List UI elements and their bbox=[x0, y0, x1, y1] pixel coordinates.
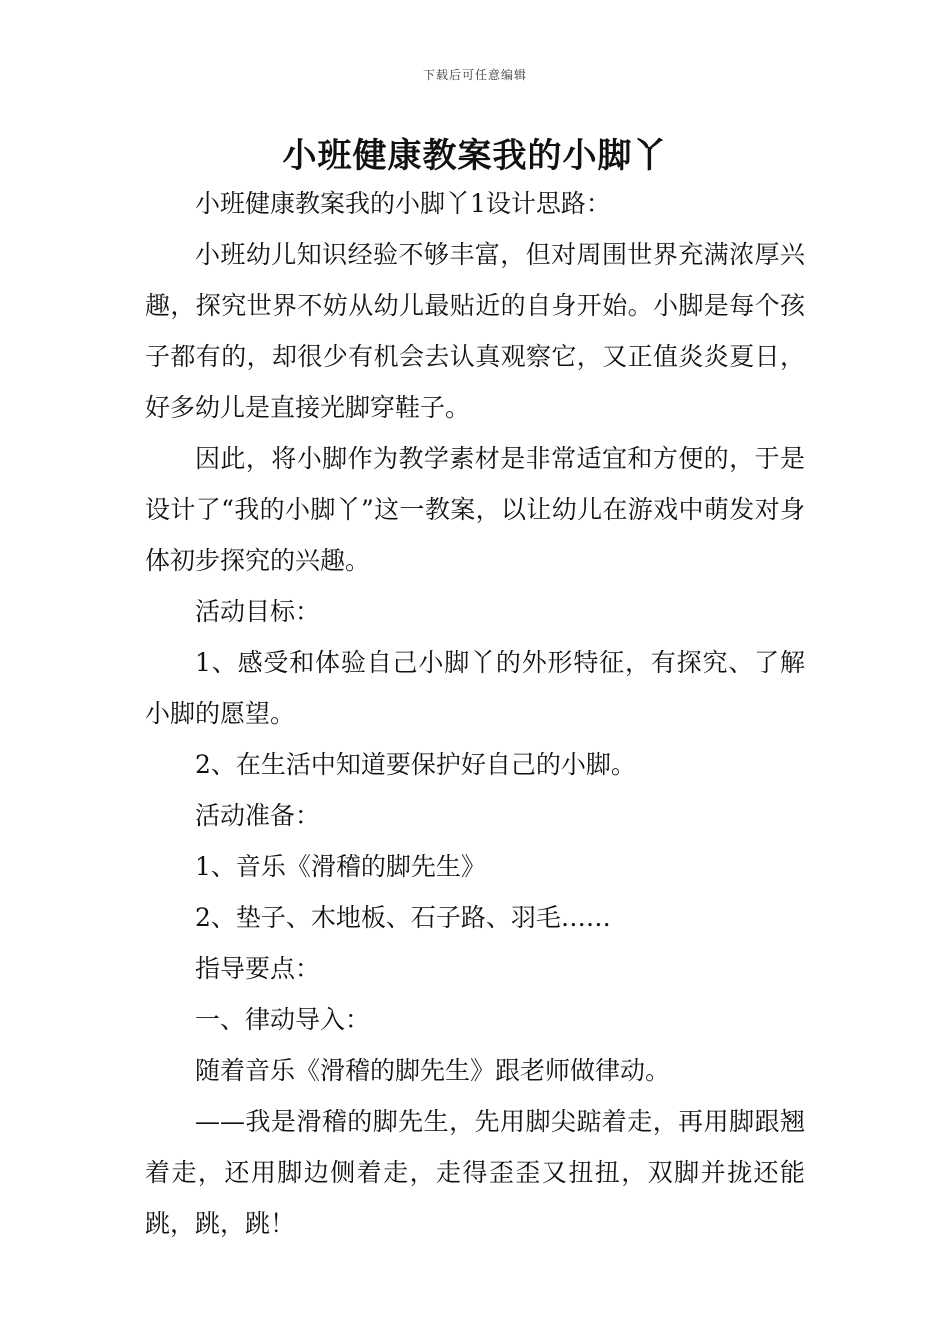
header-note: 下载后可任意编辑 bbox=[422, 68, 527, 82]
paragraph-prep-2: 2、垫子、木地板、石子路、羽毛…… bbox=[195, 903, 611, 932]
paragraph-goal-1: 1、感受和体验自己小脚丫的外形特征，有探究、了解小脚的愿望。 bbox=[145, 648, 805, 728]
paragraph-prep-1: 1、音乐《滑稽的脚先生》 bbox=[195, 852, 486, 881]
paragraph-section-1-heading: 一、律动导入： bbox=[195, 1005, 371, 1034]
paragraph-prep-heading: 活动准备： bbox=[195, 801, 321, 830]
document-title: 小班健康教案我的小脚丫 bbox=[282, 136, 668, 176]
paragraph-section-1-rhyme: ——我是滑稽的脚先生，先用脚尖踮着走，再用脚跟翘着走，还用脚边侧着走，走得歪歪又扭扭，双脚并拢还能跳，跳，跳！ bbox=[145, 1107, 805, 1238]
paragraph-design-heading: 小班健康教案我的小脚丫1设计思路： bbox=[195, 189, 611, 218]
paragraph-goal-2: 2、在生活中知道要保护好自己的小脚。 bbox=[195, 750, 636, 779]
paragraph-goals-heading: 活动目标： bbox=[195, 597, 321, 626]
document-body bbox=[145, 178, 805, 1249]
paragraph-design-text-2: 因此，将小脚作为教学素材是非常适宜和方便的，于是设计了“我的小脚丫”这一教案，以让幼儿在游戏中萌发对身体初步探究的兴趣。 bbox=[145, 444, 805, 575]
paragraph-section-1-text: 随着音乐《滑稽的脚先生》跟老师做律动。 bbox=[195, 1056, 671, 1085]
paragraph-guide-heading: 指导要点： bbox=[195, 954, 321, 983]
paragraph-design-text: 小班幼儿知识经验不够丰富，但对周围世界充满浓厚兴趣，探究世界不妨从幼儿最贴近的自身开始。小脚是每个孩子都有的，却很少有机会去认真观察它，又正值炎炎夏日，好多幼儿是直接光脚穿鞋子。 bbox=[145, 240, 805, 422]
